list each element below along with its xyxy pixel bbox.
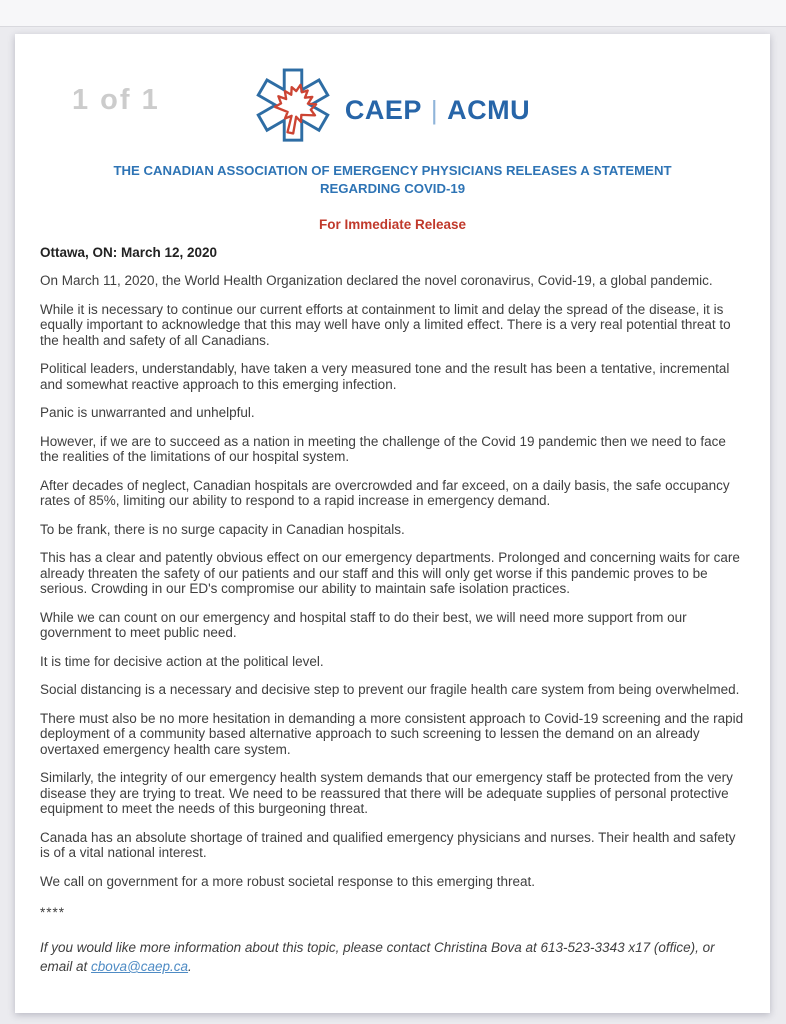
release-label: For Immediate Release	[318, 217, 467, 232]
logo-wordmark	[345, 95, 530, 126]
statement-title-line2: REGARDING COVID-19	[319, 181, 466, 196]
body-paragraph: This has a clear and patently obvious effect on our emergency departments. Prolonged and concerning waits for care already threaten the safety of our patients and our staff and this will only get worse if this pandemic proves to be serious. Crowding in our ED's compromise our ability to maintain safe isolation practices.	[40, 550, 740, 596]
body-paragraph: It is time for decisive action at the political level.	[40, 653, 324, 669]
body-paragraph: However, if we are to succeed as a nation in meeting the challenge of the Covid 19 pandemic then we need to face the realities of the limitations of our hospital system.	[40, 433, 726, 464]
email-link[interactable]: cbova@caep.ca	[91, 959, 189, 974]
body-paragraph: After decades of neglect, Canadian hospitals are overcrowded and far exceed, on a daily basis, the safe occupancy rates of 85%, limiting our ability to respond to a rapid increase in emergency demand.	[40, 477, 730, 508]
body-paragraph: Social distancing is a necessary and decisive step to prevent our fragile health care system from being overwhelmed.	[40, 682, 740, 697]
star-of-life-maple-leaf-icon	[255, 66, 331, 155]
body-paragraph: There must also be no more hesitation in demanding a more consistent approach to Covid-19 screening and the rapid deployment of a community based alternative approach to such screening to lessen the demand on an already overtaxed emergency health care system.	[40, 710, 744, 757]
body-paragraph: Canada has an absolute shortage of trained and qualified emergency physicians and nurses. Their health and safety is of a vital national interest.	[40, 829, 736, 860]
body-paragraph: On March 11, 2020, the World Health Organization declared the novel coronavirus, Covid-19, a global pandemic.	[40, 273, 713, 288]
page-indicator: 1 of 1	[72, 84, 160, 116]
end-marks: ****	[40, 905, 66, 920]
body-paragraph: Panic is unwarranted and unhelpful.	[40, 405, 255, 420]
body-paragraph: Political leaders, understandably, have taken a very measured tone and the result has been a tentative, incremental and somewhat reactive approach to this emerging infection.	[40, 361, 730, 392]
logo-separator: |	[430, 94, 439, 125]
statement-title-line1: THE CANADIAN ASSOCIATION OF EMERGENCY PHYSICIANS RELEASES A STATEMENT	[113, 163, 672, 178]
body-paragraph: We call on government for a more robust societal response to this emerging threat.	[40, 873, 535, 889]
statement-title	[40, 162, 745, 198]
document-page	[15, 34, 770, 1013]
dateline: Ottawa, ON: March 12, 2020	[40, 245, 218, 260]
statement-body	[40, 273, 745, 889]
body-paragraph: Similarly, the integrity of our emergency health system demands that our emergency staff be protected from the very disease they are trying to treat. We need to be reassured that there will be adequate supplies of personal protective equipment to meet the needs of this burgeoning threat.	[40, 770, 733, 816]
contact-text-before: If you would like more information about this topic, please contact Christina Bova at 613-523-3343 x17 (office), or email at	[40, 940, 715, 974]
logo-text-caep: CAEP	[344, 94, 422, 125]
body-paragraph: While it is necessary to continue our current efforts at containment to limit and delay the spread of the disease, it is equally important to acknowledge that this may well have only a limited effect. There is a very real potential threat to the health and safety of all Canadians.	[40, 301, 731, 348]
contact-text-after: .	[188, 959, 192, 974]
body-paragraph: While we can count on our emergency and hospital staff to do their best, we will need more support from our government to meet public need.	[40, 609, 687, 640]
body-paragraph: To be frank, there is no surge capacity in Canadian hospitals.	[40, 521, 405, 537]
logo-text-acmu: ACMU	[447, 94, 531, 125]
contact-note	[40, 938, 745, 976]
window-top-bar	[0, 0, 786, 27]
